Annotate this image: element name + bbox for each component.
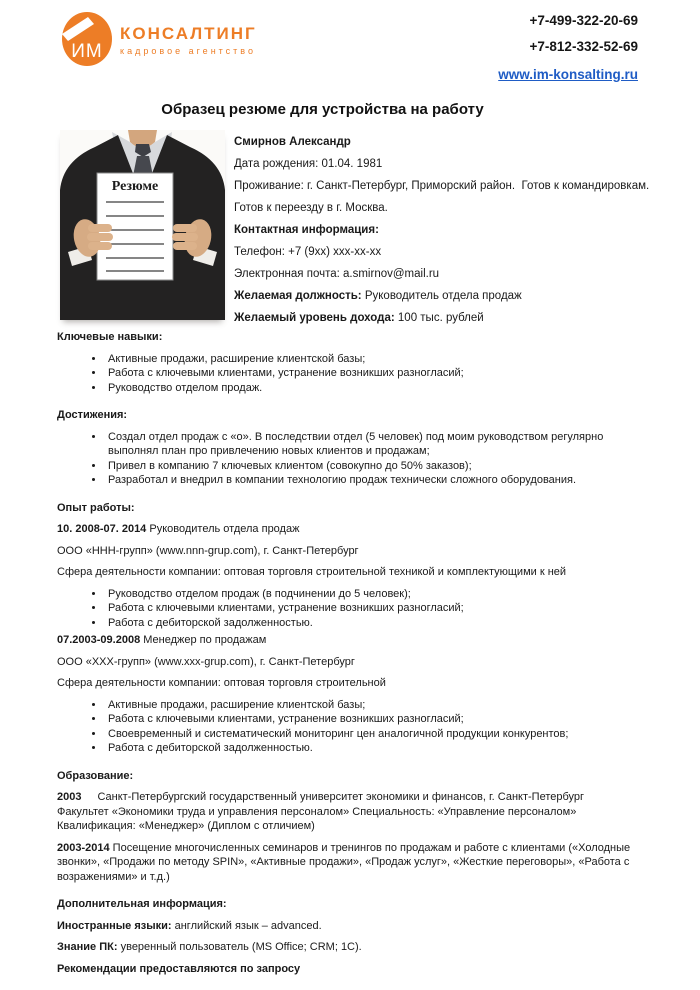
phone-number-2: +7-812-332-52-69 bbox=[529, 39, 638, 54]
languages-label: Иностранные языки: bbox=[57, 919, 172, 932]
pc-skills-label: Знание ПК: bbox=[57, 941, 118, 953]
key-skills-list bbox=[57, 352, 643, 396]
desired-income-value: 100 тыс. рублей bbox=[397, 312, 484, 324]
bullet-item: • Своевременный и систематический мониторинг цен аналогичной продукции конкурентов; bbox=[105, 727, 643, 742]
job-duties-list bbox=[57, 587, 643, 631]
pc-skills-line bbox=[57, 940, 643, 955]
job-company: ООО «ХХХ-групп» (www.xxx-grup.com), г. Санкт-Петербург bbox=[57, 655, 355, 668]
bullet-item: • Создал отдел продаж с «о». В последствии отдел (5 человек) под моим руководством регулярно выполнял план про привлечению новых клиентов и продажам; bbox=[105, 430, 643, 459]
languages-value: английский язык – advanced. bbox=[174, 919, 322, 932]
pc-skills-value: уверенный пользователь (MS Office; CRM; 1С). bbox=[120, 941, 362, 953]
relocation: Готов к переезду в г. Москва. bbox=[234, 202, 388, 214]
bullet-item: • Работа с ключевыми клиентами, устранение возникших разногласий; bbox=[105, 712, 643, 727]
languages-line bbox=[57, 919, 643, 934]
contact-email: Электронная почта: a.smirnov@mail.ru bbox=[234, 268, 440, 280]
profile-section bbox=[60, 130, 660, 333]
key-skills-heading: Ключевые навыки: bbox=[57, 331, 163, 343]
bullet-item: • Руководство отделом продаж (в подчинении до 5 человек); bbox=[105, 587, 643, 602]
logo-initials: ИМ bbox=[71, 41, 103, 62]
courses-period: 2003-2014 bbox=[57, 841, 110, 854]
education-courses-line bbox=[57, 841, 643, 885]
phone-number-1: +7-499-322-20-69 bbox=[529, 13, 638, 28]
bullet-item: • Работа с дебиторской задолженностью. bbox=[105, 741, 643, 756]
candidate-name: Смирнов Александр bbox=[234, 136, 351, 148]
website-link[interactable]: www.im-konsalting.ru bbox=[498, 67, 638, 82]
bullet-item: • Работа с дебиторской задолженностью. bbox=[105, 616, 643, 631]
page-title: Образец резюме для устройства на работу bbox=[161, 101, 484, 118]
job-period: 07.2003-09.2008 bbox=[57, 634, 141, 646]
job-sphere: Сфера деятельности компании: оптовая торговля строительной техникой и комплектующими к ней bbox=[57, 566, 567, 578]
contact-info-heading: Контактная информация: bbox=[234, 224, 379, 236]
logo-ball-icon bbox=[62, 12, 112, 66]
agency-logo bbox=[62, 12, 257, 66]
desired-income-label: Желаемый уровень дохода: bbox=[234, 312, 395, 324]
education-university-line bbox=[57, 790, 643, 805]
contact-phone: Телефон: +7 (9хх) ххх-хх-хх bbox=[234, 246, 382, 258]
job-position: Менеджер по продажам bbox=[143, 634, 267, 646]
residence: Проживание: г. Санкт-Петербург, Приморский район. Готов к командировкам. bbox=[234, 180, 650, 192]
job-position: Руководитель отдела продаж bbox=[149, 523, 300, 535]
achievements-list bbox=[57, 430, 643, 488]
experience-heading: Опыт работы: bbox=[57, 501, 135, 514]
job-sphere: Сфера деятельности компании: оптовая торговля строительной bbox=[57, 677, 386, 689]
job-title-line bbox=[57, 633, 643, 648]
job-company: ООО «ННН-групп» (www.nnn-grup.com), г. Санкт-Петербург bbox=[57, 544, 359, 557]
header-contacts bbox=[498, 14, 638, 84]
education-heading: Образование: bbox=[57, 769, 134, 782]
candidate-photo bbox=[60, 130, 225, 320]
bullet-item: • Активные продажи, расширение клиентской базы; bbox=[105, 698, 643, 713]
bullet-item: • Работа с ключевыми клиентами, устранение возникших разногласий; bbox=[105, 366, 643, 381]
birth-date: Дата рождения: 01.04. 1981 bbox=[234, 158, 383, 170]
additional-info-heading: Дополнительная информация: bbox=[57, 898, 227, 910]
desired-position-line bbox=[234, 289, 660, 304]
courses-text: Посещение многочисленных семинаров и тренингов по продажам и работе с клиентами («Холодные звонки», «Продажи по методу SPIN», «Активные продажи», «Продаж услуг», «Жесткие переговоры», «Работа с возражениями» и т.д.) bbox=[57, 841, 631, 883]
achievements-heading: Достижения: bbox=[57, 409, 128, 421]
desired-position-value: Руководитель отдела продаж bbox=[364, 290, 522, 302]
desired-position-label: Желаемая должность: bbox=[234, 290, 362, 302]
job-title-line bbox=[57, 522, 643, 537]
bullet-item: • Активные продажи, расширение клиентской базы; bbox=[105, 352, 643, 367]
logo-tagline: кадровое агентство bbox=[120, 46, 256, 56]
education-university: Санкт-Петербургский государственный университет экономики и финансов, г. Санкт-Петербург bbox=[97, 791, 585, 803]
paper-title: Резюме bbox=[111, 179, 159, 194]
education-university-details: Факультет «Экономики труда и управления персоналом» Специальность: «Управление персоналом» Квалификация: «Менеджер» (Диплом с отличием) bbox=[57, 805, 577, 832]
logo-wordmark bbox=[120, 12, 257, 56]
resume-body bbox=[57, 322, 643, 983]
job-period: 10. 2008-07. 2014 bbox=[57, 523, 147, 535]
logo-brand-name: КОНСАЛТИНГ bbox=[120, 24, 257, 43]
man-with-resume-photo-icon bbox=[60, 130, 225, 320]
candidate-info bbox=[234, 130, 660, 333]
bullet-item: • Разработал и внедрил в компании технологию продаж технически сложного оборудования. bbox=[105, 473, 643, 488]
job-duties-list bbox=[57, 698, 643, 756]
education-year: 2003 bbox=[57, 791, 82, 803]
bullet-item: • Работа с ключевыми клиентами, устранение возникших разногласий; bbox=[105, 601, 643, 616]
bullet-item: • Руководство отделом продаж. bbox=[105, 381, 643, 396]
bullet-item: • Привел в компанию 7 ключевых клиентом (совокупно до 50% заказов); bbox=[105, 459, 643, 474]
recommendations-line: Рекомендации предоставляются по запросу bbox=[57, 962, 301, 975]
